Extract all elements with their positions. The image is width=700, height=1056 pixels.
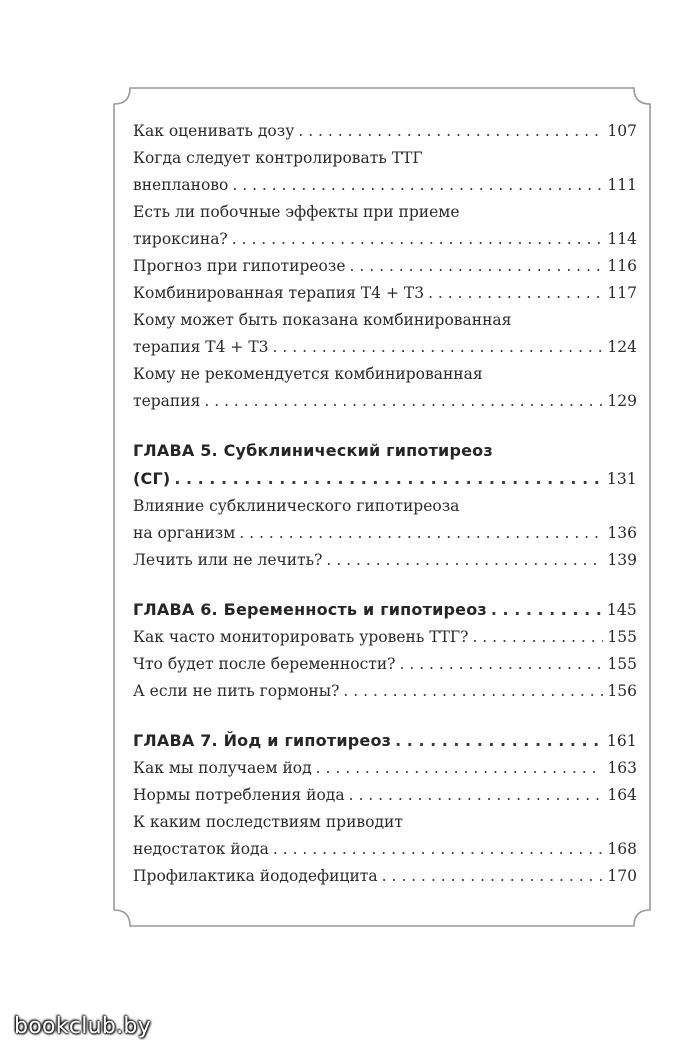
watermark: bookclub.by: [14, 1014, 152, 1039]
toc-row: [133, 465, 637, 493]
toc-entry[interactable]: [133, 782, 637, 809]
dot-leader: [472, 624, 603, 651]
dot-leader: [382, 863, 604, 890]
toc-entry[interactable]: [133, 809, 637, 863]
dot-leader: [400, 651, 604, 678]
page-number: 139: [607, 551, 637, 569]
dot-leader: [316, 755, 604, 782]
toc-chapter[interactable]: [133, 596, 637, 624]
toc-chapter[interactable]: [133, 437, 637, 493]
page-number: 136: [607, 524, 637, 542]
page-number: 107: [607, 122, 637, 140]
toc-title-line: К каким последствиям приводит: [133, 813, 403, 831]
toc-title-line: терапия: [133, 392, 201, 410]
page-number: 131: [606, 470, 637, 488]
page-number: 163: [607, 759, 637, 777]
dot-leader: [239, 520, 603, 547]
page-number: 124: [607, 338, 637, 356]
page-number: 129: [607, 392, 637, 410]
dot-leader: [350, 253, 604, 280]
toc-row: [133, 118, 637, 145]
toc-title-line: Влияние субклинического гипотиреоза: [133, 497, 460, 515]
toc-row: [133, 253, 637, 280]
toc-entry[interactable]: [133, 493, 637, 547]
toc-title-line: Нормы потребления йода: [133, 786, 345, 804]
page-number: 117: [607, 284, 637, 302]
page-number: 168: [607, 840, 637, 858]
toc-entry[interactable]: [133, 118, 637, 145]
toc-title-line: Что будет после беременности?: [133, 655, 396, 673]
chapter-spacer: [133, 574, 637, 596]
toc-title-line: Комбинированная терапия Т4 + Т3: [133, 284, 425, 302]
toc-title-line: ГЛАВА 6. Беременность и гипотиреоз: [133, 600, 487, 619]
toc-title-line: терапия Т4 + Т3: [133, 338, 269, 356]
toc-title-line: Лечить или не лечить?: [133, 551, 323, 569]
page-number: 145: [606, 601, 637, 619]
page-number: 155: [607, 655, 637, 673]
dot-leader: [349, 782, 604, 809]
toc-entry[interactable]: [133, 280, 637, 307]
toc-title-line: Кому может быть показана комбинированная: [133, 311, 512, 329]
toc-row: [133, 547, 637, 574]
toc-title-line: Как мы получаем йод: [133, 759, 312, 777]
page-number: 170: [607, 867, 637, 885]
dot-leader: [232, 226, 604, 253]
toc-row: [133, 755, 637, 782]
toc-title-line: Профилактика йододефицита: [133, 867, 378, 885]
toc-title-line: ГЛАВА 7. Йод и гипотиреоз: [133, 731, 392, 750]
page-number: 156: [607, 682, 637, 700]
toc-row: [133, 226, 637, 253]
toc-row: [133, 624, 637, 651]
dot-leader: [273, 836, 604, 863]
page-number: 155: [607, 628, 637, 646]
toc-row: [133, 651, 637, 678]
dot-leader: [298, 118, 603, 145]
dot-leader: [204, 388, 603, 415]
dot-leader: [343, 678, 603, 705]
toc-row: [133, 596, 637, 624]
toc-row: [133, 334, 637, 361]
dot-leader: [326, 547, 603, 574]
toc-title-line: внепланово: [133, 176, 229, 194]
toc-row: [133, 172, 637, 199]
toc-title-line: тироксина?: [133, 230, 228, 248]
toc-row: [133, 727, 637, 755]
chapter-spacer: [133, 705, 637, 727]
toc-chapter[interactable]: [133, 727, 637, 755]
toc-title-line: на организм: [133, 524, 236, 542]
table-of-contents: [133, 118, 637, 890]
toc-row: [133, 782, 637, 809]
toc-entry[interactable]: [133, 863, 637, 890]
toc-entry[interactable]: [133, 651, 637, 678]
toc-title-line: (СГ): [133, 469, 171, 488]
toc-row: [133, 520, 637, 547]
toc-entry[interactable]: [133, 624, 637, 651]
toc-title-line: Как оценивать дозу: [133, 122, 295, 140]
page-number: 161: [606, 732, 637, 750]
dot-leader: [491, 596, 603, 624]
toc-entry[interactable]: [133, 145, 637, 199]
page-number: 164: [607, 786, 637, 804]
dot-leader: [428, 280, 603, 307]
toc-row: [133, 280, 637, 307]
toc-entry[interactable]: [133, 755, 637, 782]
toc-entry[interactable]: [133, 199, 637, 253]
dot-leader: [232, 172, 603, 199]
toc-entry[interactable]: [133, 253, 637, 280]
toc-title-line: А если не пить гормоны?: [133, 682, 340, 700]
dot-leader: [174, 465, 602, 493]
toc-title-line: Когда следует контролировать ТТГ: [133, 149, 423, 167]
chapter-spacer: [133, 415, 637, 437]
toc-entry[interactable]: [133, 307, 637, 361]
toc-title-line: Есть ли побочные эффекты при приеме: [133, 203, 460, 221]
dot-leader: [273, 334, 604, 361]
toc-title-line: недостаток йода: [133, 840, 269, 858]
toc-row: [133, 388, 637, 415]
toc-entry[interactable]: [133, 678, 637, 705]
toc-entry[interactable]: [133, 361, 637, 415]
toc-row: [133, 678, 637, 705]
toc-title-line: Как часто мониторировать уровень ТТГ?: [133, 628, 469, 646]
page-number: 116: [607, 257, 637, 275]
toc-entry[interactable]: [133, 547, 637, 574]
toc-title-line: ГЛАВА 5. Субклинический гипотиреоз: [133, 441, 493, 460]
toc-row: [133, 836, 637, 863]
page-number: 114: [607, 230, 637, 248]
toc-row: [133, 863, 637, 890]
toc-title-line: Прогноз при гипотиреозе: [133, 257, 346, 275]
dot-leader: [395, 727, 603, 755]
page-number: 111: [607, 176, 637, 194]
toc-title-line: Кому не рекомендуется комбинированная: [133, 365, 483, 383]
